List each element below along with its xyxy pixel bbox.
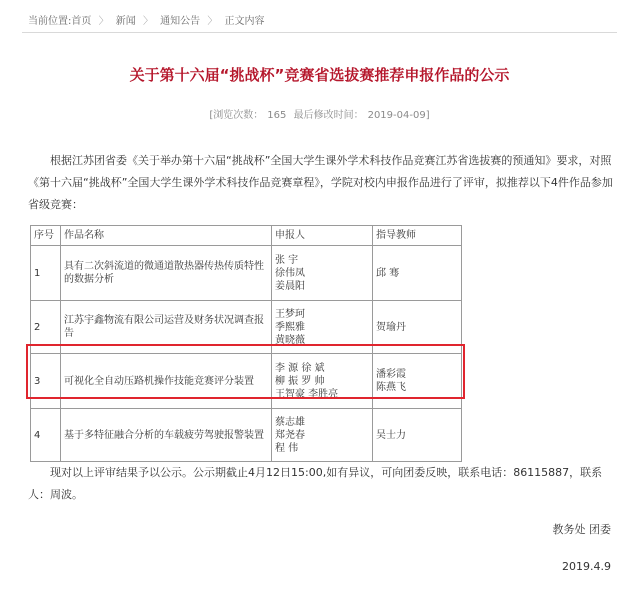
table-row (31, 246, 462, 301)
row-advisor: 贺瑜丹 (373, 301, 462, 354)
applicant: 李 源 徐 斌 (275, 362, 325, 374)
row-no: 4 (31, 409, 61, 462)
applicant: 王梦珂 (275, 308, 305, 320)
row-advisor: 吴士力 (373, 409, 462, 462)
row-no: 3 (31, 354, 61, 409)
row-work-name: 可视化全自动压路机操作技能竞赛评分装置 (61, 354, 272, 409)
works-table (30, 225, 462, 462)
modified-label: 最后修改时间： (293, 110, 364, 121)
applicant: 张 宇 (275, 254, 299, 266)
applicant: 季熙雅 (275, 321, 305, 333)
breadcrumb-current: 正文内容 (224, 16, 265, 27)
header-name: 作品名称 (61, 226, 272, 246)
applicant: 程 伟 (275, 442, 299, 454)
row-work-name: 江苏宇鑫物流有限公司运营及财务状况调查报告 (61, 301, 272, 354)
breadcrumb (28, 12, 265, 27)
row-work-name: 基于多特征融合分析的车载疲劳驾驶报警装置 (61, 409, 272, 462)
signature-date: 2019.4.9 (562, 560, 611, 573)
row-advisor: 潘彩霞 陈燕飞 (373, 354, 462, 409)
breadcrumb-home-link[interactable]: 首页 (71, 16, 92, 27)
row-advisor: 邱 骞 (373, 246, 462, 301)
row-applicants (272, 409, 373, 462)
breadcrumb-prefix: 当前位置: (28, 16, 72, 27)
table-row (31, 409, 462, 462)
signature: 教务处 团委 (552, 523, 611, 536)
header-divider (22, 32, 617, 33)
intro-paragraph: 根据江苏团省委《关于举办第十六届“挑战杯”全国大学生课外学术科技作品竞赛江苏省选拔赛的预通知》要求，对照《第十六届“挑战杯”全国大学生课外学术科技作品竞赛章程》，学院对校内申报作品进行了评审，拟推荐以下4件作品参加省级竞赛： (28, 154, 613, 211)
breadcrumb-separator: 〉 (98, 16, 109, 27)
header-advisor: 指导教师 (373, 226, 462, 246)
row-no: 2 (31, 301, 61, 354)
applicant: 郑尧春 (275, 429, 305, 441)
conclusion-paragraph: 现对以上评审结果予以公示。公示期截止4月12日15:00,如有异议，可向团委反映，联系电话：86115887，联系人：周波。 (28, 466, 603, 501)
table-row (31, 354, 462, 409)
row-applicants (272, 354, 373, 409)
intro-text (28, 150, 614, 216)
views-count: 165 (267, 110, 287, 121)
applicant: 黄晓薇 (275, 334, 305, 346)
views-label: [浏览次数： (209, 110, 264, 121)
modified-date: 2019-04-09] (367, 110, 430, 121)
article-meta (0, 106, 639, 121)
row-applicants (272, 301, 373, 354)
applicant: 蔡志雄 (275, 416, 305, 428)
breadcrumb-separator: 〉 (207, 16, 218, 27)
applicant: 王智豪 李胜亮 (275, 388, 339, 400)
conclusion-text (28, 462, 614, 506)
header-applicants: 申报人 (272, 226, 373, 246)
page-title: 关于第十六届“挑战杯”竞赛省选拔赛推荐申报作品的公示 (129, 66, 510, 84)
table-header-row (31, 226, 462, 246)
header-no: 序号 (31, 226, 61, 246)
breadcrumb-notices-link[interactable]: 通知公告 (160, 16, 201, 27)
applicant: 姜晨阳 (275, 280, 305, 292)
breadcrumb-news-link[interactable]: 新闻 (115, 16, 136, 27)
row-work-name: 具有二次斜流道的微通道散热器传热传质特性的数据分析 (61, 246, 272, 301)
applicant: 徐伟凤 (275, 267, 305, 279)
applicant: 柳 振 罗 帅 (275, 375, 325, 387)
breadcrumb-separator: 〉 (142, 16, 153, 27)
row-applicants (272, 246, 373, 301)
row-no: 1 (31, 246, 61, 301)
table-row (31, 301, 462, 354)
